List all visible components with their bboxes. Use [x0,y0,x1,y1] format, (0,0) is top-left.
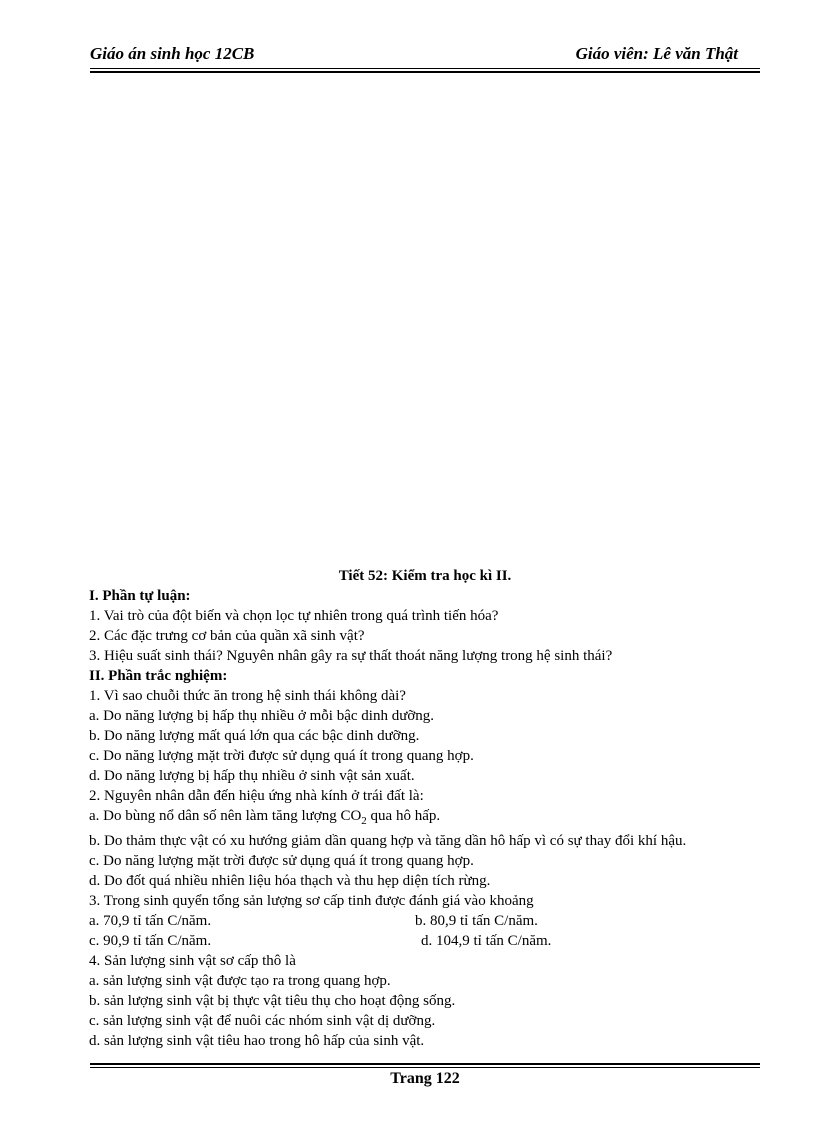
mc-q3-options-row-1 [89,911,761,931]
mc-q3-option-d: d. 104,9 tỉ tấn C/năm. [421,933,552,949]
header-rule-thin [90,68,760,69]
mc-q4-option-a: a. sản lượng sinh vật được tạo ra trong quang hợp. [89,973,391,989]
mc-question-3: 3. Trong sinh quyển tổng sản lượng sơ cấp tinh được đánh giá vào khoảng [89,893,534,909]
page-title: Tiết 52: Kiểm tra học kì II. [338,568,512,584]
essay-question-1: 1. Vai trò của đột biến và chọn lọc tự nhiên trong quá trình tiến hóa? [89,608,499,624]
mc-question-2: 2. Nguyên nhân dẫn đến hiệu ứng nhà kính ở trái đất là: [89,788,424,804]
mc-q4-option-b: b. sản lượng sinh vật bị thực vật tiêu thụ cho hoạt động sống. [89,993,456,1009]
mc-q2-option-a [89,806,761,831]
document-body [89,566,761,1051]
footer-rule-thick [90,1063,760,1065]
header-teacher-name: Giáo viên: Lê văn Thật [575,44,738,63]
mc-q2-option-b: b. Do thảm thực vật có xu hướng giảm dần quang hợp và tăng dần hô hấp vì có sự thay đổi khí hậu. [89,833,687,849]
mc-q3-options-row-2 [89,931,761,951]
mc-q1-option-a: a. Do năng lượng bị hấp thụ nhiều ở mỗi bậc dinh dưỡng. [89,708,435,724]
mc-q4-option-c: c. sản lượng sinh vật để nuôi các nhóm sinh vật dị dưỡng. [89,1013,436,1029]
mc-q3-option-c: c. 90,9 tỉ tấn C/năm. [89,933,212,949]
mc-q3-option-b: b. 80,9 tỉ tấn C/năm. [415,913,538,929]
footer-rule-thin [90,1067,760,1068]
mc-q3-option-a: a. 70,9 tỉ tấn C/năm. [89,913,212,929]
mc-q1-option-c: c. Do năng lượng mặt trời được sử dụng quá ít trong quang hợp. [89,748,474,764]
mc-q1-option-b: b. Do năng lượng mất quá lớn qua các bậc dinh dưỡng. [89,728,420,744]
mc-q2-option-d: d. Do đốt quá nhiều nhiên liệu hóa thạch và thu hẹp diện tích rừng. [89,873,491,889]
mc-q2-option-a-tail: qua hô hấp. [366,808,441,824]
mc-q2-option-a-text: a. Do bùng nổ dân số nên làm tăng lượng CO [89,808,362,824]
mc-q2-option-c: c. Do năng lượng mặt trời được sử dụng quá ít trong quang hợp. [89,853,474,869]
essay-question-2: 2. Các đặc trưng cơ bản của quần xã sinh vật? [89,628,365,644]
page-number: Trang 122 [390,1070,460,1087]
section-heading-essay: I. Phần tự luận: [89,588,191,604]
mc-question-1: 1. Vì sao chuỗi thức ăn trong hệ sinh thái không dài? [89,688,406,704]
page-header [90,44,760,68]
mc-question-4: 4. Sản lượng sinh vật sơ cấp thô là [89,953,296,969]
header-course-title: Giáo án sinh học 12CB [90,44,255,63]
co2-subscript: 2 [361,815,367,827]
mc-q4-option-d: d. sản lượng sinh vật tiêu hao trong hô hấp của sinh vật. [89,1033,425,1049]
section-heading-multiple-choice: II. Phần trắc nghiệm: [89,668,228,684]
header-rule-thick [90,71,760,73]
essay-question-3: 3. Hiệu suất sinh thái? Nguyên nhân gây ra sự thất thoát năng lượng trong hệ sinh thái? [89,648,613,664]
mc-q1-option-d: d. Do năng lượng bị hấp thụ nhiều ở sinh vật sản xuất. [89,768,415,784]
